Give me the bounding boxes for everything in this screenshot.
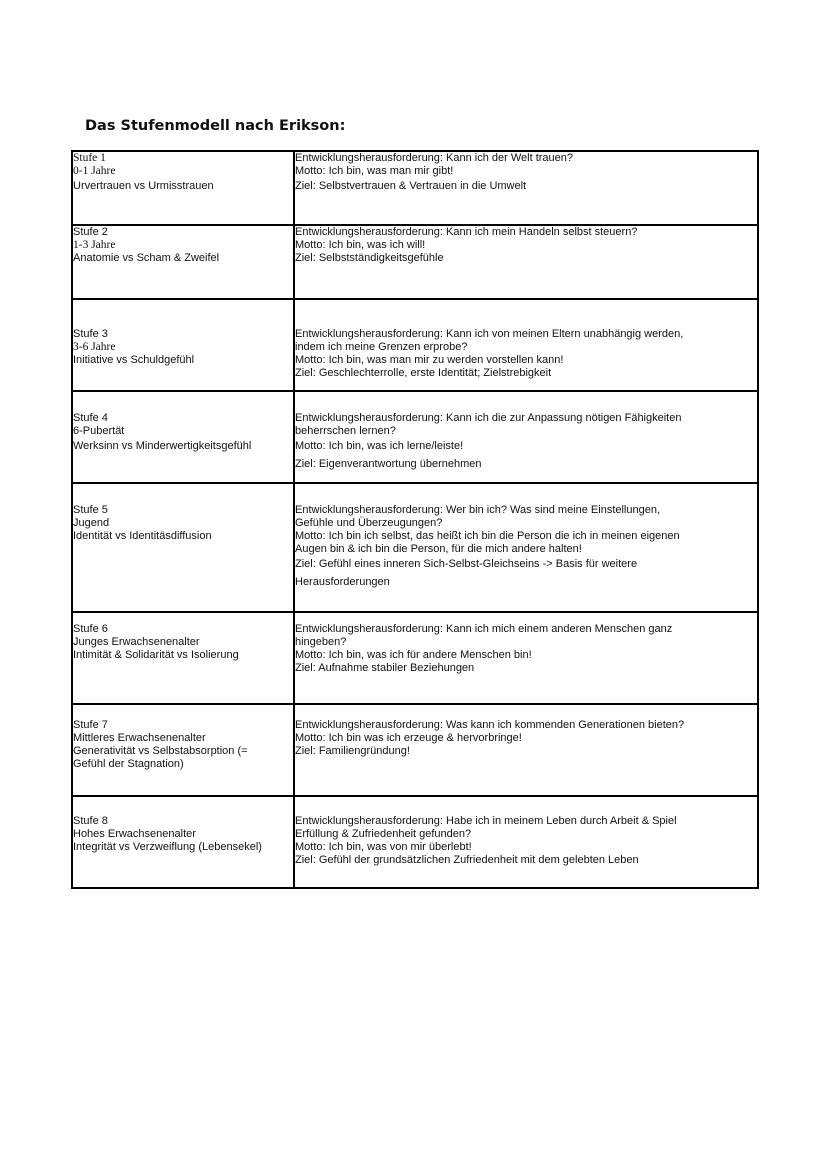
stage-info-cell (72, 612, 294, 704)
stage-motto: Motto: Ich bin was ich erzeuge & hervorbringe! (295, 732, 522, 744)
stage-challenge-cont: hingeben? (295, 636, 347, 648)
stage-motto: Motto: Ich bin, was ich lerne/leiste! (295, 440, 464, 452)
stage-age: 3-6 Jahre (73, 341, 116, 353)
stage-motto: Motto: Ich bin, was von mir überlebt! (295, 841, 472, 853)
stage-motto: Motto: Ich bin, was ich will! (295, 239, 426, 251)
stage-info-cell (72, 391, 294, 483)
stage-info-cell (72, 704, 294, 796)
stage-info-cell (72, 225, 294, 299)
stage-conflict: Urvertrauen vs Urmisstrauen (73, 180, 214, 192)
stage-goal: Ziel: Selbstständigkeitsgefühle (295, 252, 444, 264)
stage-number: Stufe 6 (73, 623, 108, 635)
stage-age: 6-Pubertät (73, 425, 125, 437)
stage-challenge-cont: Gefühle und Überzeugungen? (295, 517, 443, 529)
stage-conflict: Anatomie vs Scham & Zweifel (73, 252, 220, 264)
stage-details-cell (294, 483, 758, 612)
erikson-stages-table (71, 150, 759, 889)
stage-number: Stufe 2 (73, 226, 108, 238)
stage-challenge-cont: Erfüllung & Zufriedenheit gefunden? (295, 828, 472, 840)
stage-conflict: Intimität & Solidarität vs Isolierung (73, 649, 239, 661)
stage-number: Stufe 7 (73, 719, 108, 731)
stage-challenge: Entwicklungsherausforderung: Kann ich die zur Anpassung nötigen Fähigkeiten (295, 412, 682, 424)
stage-goal: Ziel: Familiengründung! (295, 745, 410, 757)
table-row (72, 796, 758, 888)
stage-conflict-cont: Gefühl der Stagnation) (73, 758, 184, 770)
table-row (72, 612, 758, 704)
stage-number: Stufe 3 (73, 328, 108, 340)
stage-conflict: Identität vs Identitäsdiffusion (73, 530, 212, 542)
stage-challenge: Entwicklungsherausforderung: Wer bin ich? Was sind meine Einstellungen, (295, 504, 661, 516)
stage-info-cell (72, 299, 294, 391)
stage-details-cell (294, 225, 758, 299)
stage-challenge: Entwicklungsherausforderung: Kann ich von meinen Eltern unabhängig werden, (295, 328, 684, 340)
stage-conflict: Generativität vs Selbstabsorption (= (73, 745, 248, 757)
table-row (72, 225, 758, 299)
stage-goal: Ziel: Aufnahme stabiler Beziehungen (295, 662, 475, 674)
stage-age: Mittleres Erwachsenenalter (73, 732, 206, 744)
stage-challenge: Entwicklungsherausforderung: Kann ich der Welt trauen? (295, 152, 574, 164)
stage-age: Junges Erwachsenenalter (73, 636, 200, 648)
stage-challenge-cont: indem ich meine Grenzen erprobe? (295, 341, 468, 353)
stage-goal: Ziel: Selbstvertrauen & Vertrauen in die Umwelt (295, 180, 527, 192)
stage-age: Jugend (73, 517, 110, 529)
stage-details-cell (294, 796, 758, 888)
stage-challenge-cont: beherrschen lernen? (295, 425, 396, 437)
stage-info-cell (72, 151, 294, 225)
stage-motto: Motto: Ich bin ich selbst, das heißt ich bin die Person die ich in meinen eigenen (295, 530, 680, 542)
stage-goal: Ziel: Geschlechterrolle, erste Identität; Zielstrebigkeit (295, 367, 552, 379)
stage-number: Stufe 4 (73, 412, 108, 424)
stage-goal: Ziel: Eigenverantwortung übernehmen (295, 458, 482, 470)
stage-conflict: Initiative vs Schuldgefühl (73, 354, 195, 366)
stage-number: Stufe 5 (73, 504, 108, 516)
page-title: Das Stufenmodell nach Erikson: (85, 118, 346, 134)
stage-motto: Motto: Ich bin, was ich für andere Menschen bin! (295, 649, 532, 661)
stage-goal: Ziel: Gefühl der grundsätzlichen Zufriedenheit mit dem gelebten Leben (295, 854, 639, 866)
stage-goal: Ziel: Gefühl eines inneren Sich-Selbst-Gleichseins -> Basis für weitere (295, 558, 638, 570)
stage-conflict: Integrität vs Verzweiflung (Lebensekel) (73, 841, 262, 853)
stage-challenge: Entwicklungsherausforderung: Habe ich in meinem Leben durch Arbeit & Spiel (295, 815, 677, 827)
stage-details-cell (294, 391, 758, 483)
stage-challenge: Entwicklungsherausforderung: Kann ich mein Handeln selbst steuern? (295, 226, 638, 238)
stage-details-cell (294, 151, 758, 225)
stage-details-cell (294, 704, 758, 796)
stage-motto-cont: Augen bin & ich bin die Person, für die mich andere halten! (295, 543, 582, 555)
stage-age: 0-1 Jahre (73, 165, 116, 177)
stage-number: Stufe 8 (73, 815, 108, 827)
stage-number: Stufe 1 (73, 152, 106, 164)
table-row (72, 704, 758, 796)
table-row (72, 151, 758, 225)
stage-challenge: Entwicklungsherausforderung: Was kann ich kommenden Generationen bieten? (295, 719, 685, 731)
stage-challenge: Entwicklungsherausforderung: Kann ich mich einem anderen Menschen ganz (295, 623, 673, 635)
stage-goal-cont: Herausforderungen (295, 576, 390, 588)
stage-details-cell (294, 612, 758, 704)
stage-motto: Motto: Ich bin, was man mir zu werden vorstellen kann! (295, 354, 564, 366)
stage-age: 1-3 Jahre (73, 239, 116, 251)
stage-age: Hohes Erwachsenenalter (73, 828, 196, 840)
stage-info-cell (72, 483, 294, 612)
stage-motto: Motto: Ich bin, was man mir gibt! (295, 165, 454, 177)
stage-conflict: Werksinn vs Minderwertigkeitsgefühl (73, 440, 252, 452)
table-row (72, 391, 758, 483)
stage-details-cell (294, 299, 758, 391)
stage-info-cell (72, 796, 294, 888)
table-row (72, 299, 758, 391)
table-row (72, 483, 758, 612)
